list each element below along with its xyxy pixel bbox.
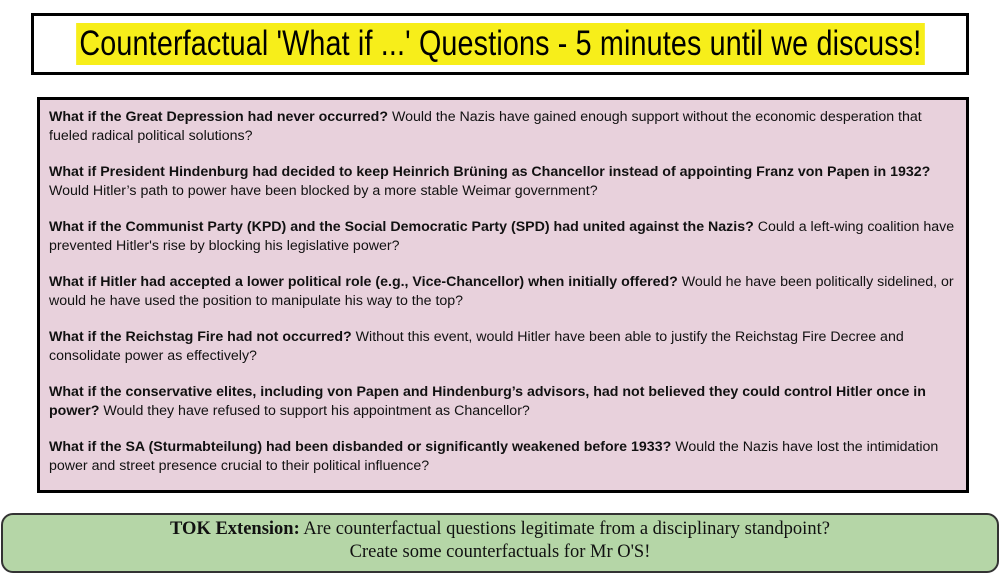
question-body: Would they have refused to support his appointment as Chancellor?	[99, 403, 530, 419]
question-item	[49, 438, 956, 476]
tok-question: Are counterfactual questions legitimate from a disciplinary standpoint?	[299, 519, 830, 539]
question-body: Would he have been politically sidelined, or would he have used the position to manipulate his way to the top?	[49, 274, 954, 309]
question-lead: What if Hitler had accepted a lower political role (e.g., Vice-Chancellor) when initially offered?	[49, 274, 678, 290]
question-item	[49, 328, 956, 366]
question-lead: What if the Great Depression had never occurred?	[49, 109, 389, 125]
question-item	[49, 383, 956, 421]
question-item	[49, 218, 956, 256]
question-item	[49, 163, 956, 201]
question-lead: What if the SA (Sturmabteilung) had been disbanded or significantly weakened before 1933?	[49, 439, 672, 455]
question-lead: What if President Hindenburg had decided to keep Heinrich Brüning as Chancellor instead of appointing Franz von Papen in 1932?	[49, 164, 931, 180]
question-body: Without this event, would Hitler have been able to justify the Reichstag Fire Decree and consolidate power as effectively?	[49, 329, 904, 364]
question-body: Would the Nazis have gained enough support without the economic desperation that fueled radical political solutions?	[49, 109, 922, 144]
question-item	[49, 108, 956, 146]
question-body: Could a left-wing coalition have prevented Hitler's rise by blocking his legislative power?	[49, 219, 955, 254]
question-lead: What if the conservative elites, including von Papen and Hindenburg’s advisors, had not believed they could control Hitler once in power?	[49, 384, 926, 419]
tok-line-1	[3, 518, 997, 541]
tok-label: TOK Extension:	[170, 519, 300, 539]
tok-extension-box	[1, 513, 999, 573]
question-lead: What if the Reichstag Fire had not occurred?	[49, 329, 352, 345]
question-item	[49, 273, 956, 311]
question-body: Would Hitler’s path to power have been blocked by a more stable Weimar government?	[49, 183, 598, 199]
question-body: Would the Nazis have lost the intimidation power and street presence crucial to their political influence?	[49, 439, 939, 474]
title-box	[31, 13, 969, 75]
questions-panel	[37, 97, 969, 493]
page-title: Counterfactual 'What if ...' Questions - 5 minutes until we discuss!	[76, 23, 925, 65]
tok-line-2: Create some counterfactuals for Mr O'S!	[349, 542, 651, 562]
question-lead: What if the Communist Party (KPD) and the Social Democratic Party (SPD) had united against the Nazis?	[49, 219, 754, 235]
